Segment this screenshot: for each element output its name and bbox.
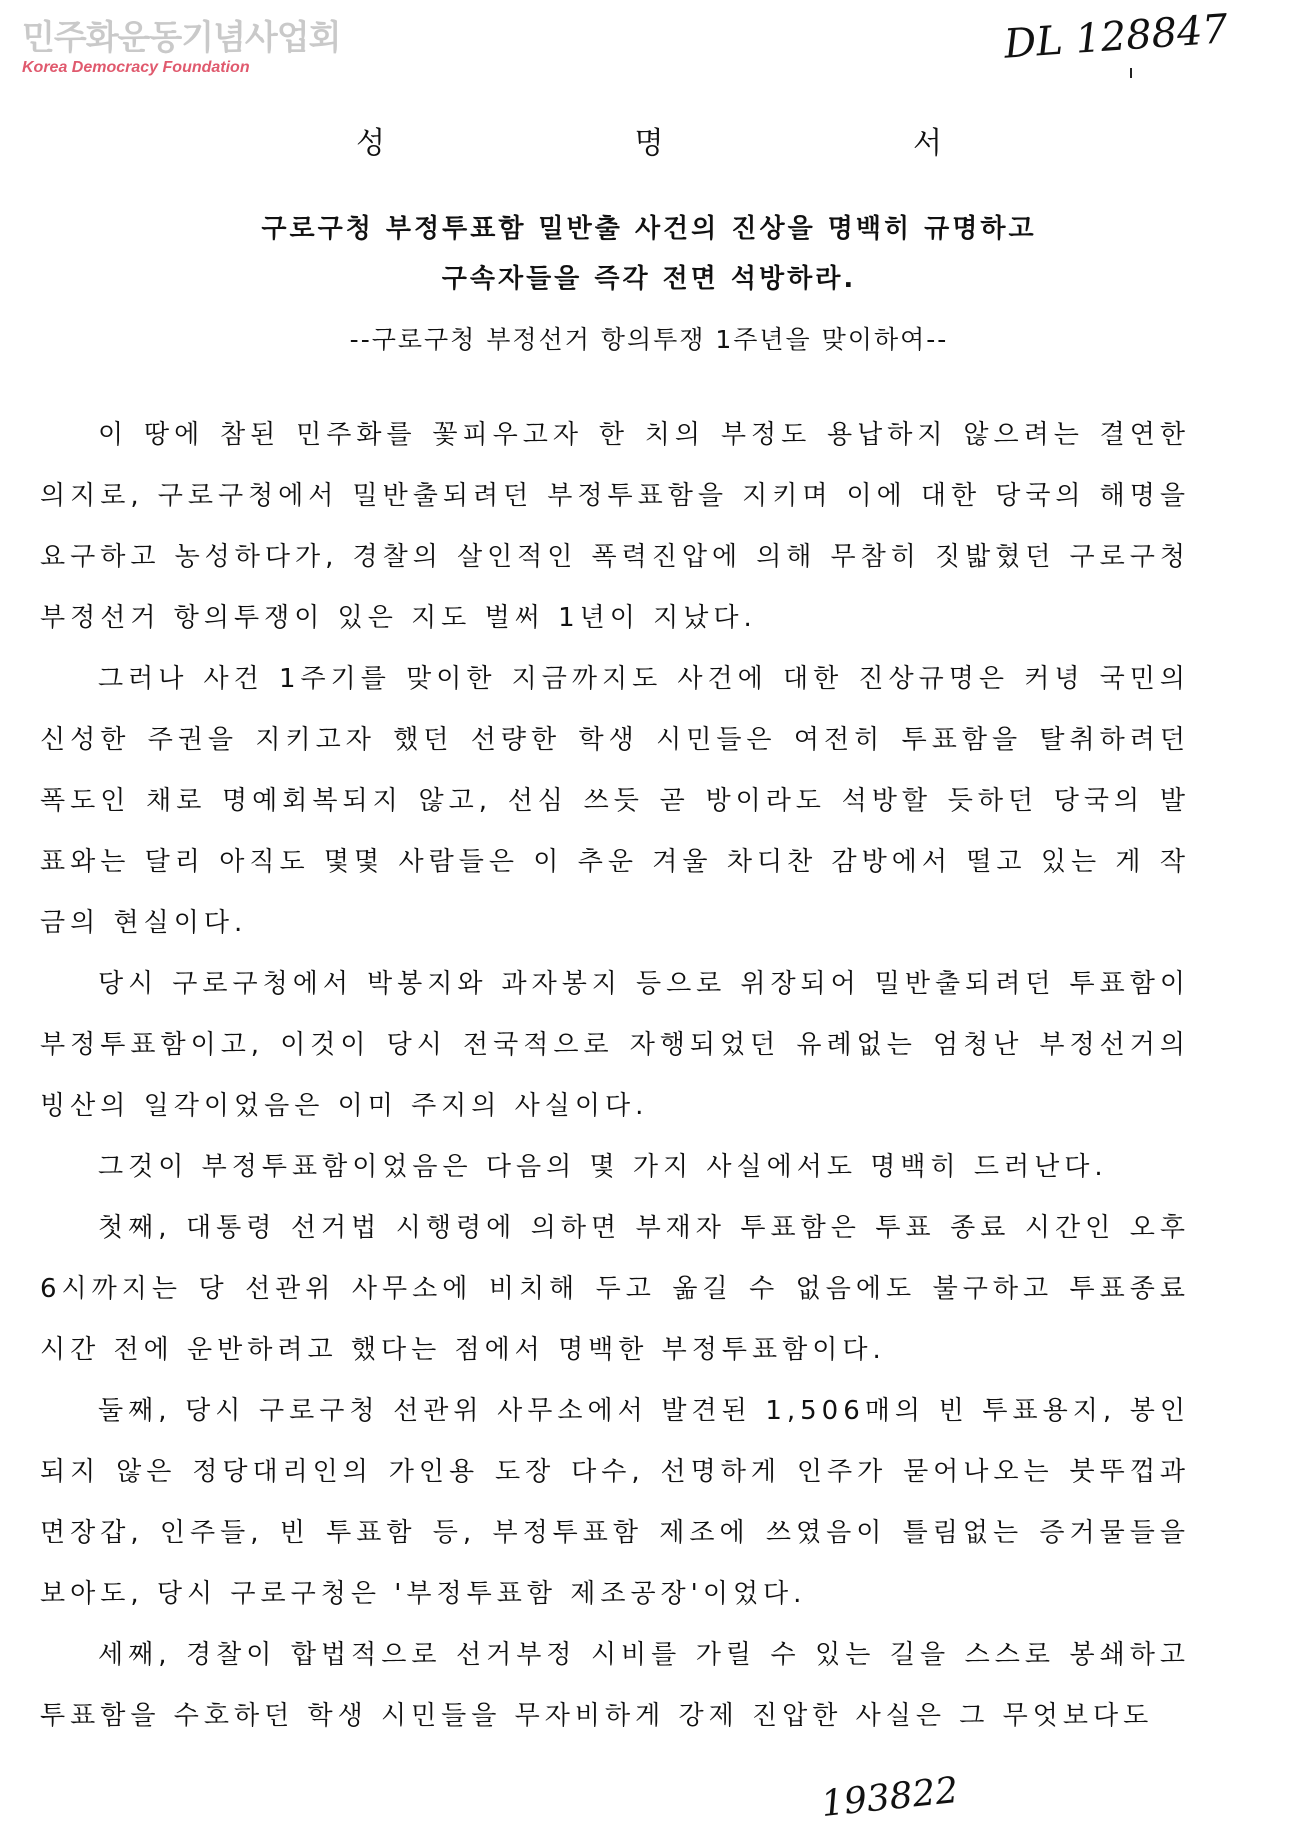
paragraph: 세째, 경찰이 합법적으로 선거부정 시비를 가릴 수 있는 길을 스스로 봉쇄하고 투표함을 수호하던 학생 시민들을 무자비하게 강제 진압한 사실은 그 무엇보다도 [40,1640,1190,1731]
document-title: 성 명 서 [355,126,1062,161]
subtitle-line-2: 구속자들을 즉각 전면 석방하라. [441,264,857,294]
foundation-logo [22,18,340,78]
document-id: DL 128847 [1002,6,1230,68]
page-number: 193822 [818,1769,960,1826]
statement-body [40,405,1190,1747]
paragraph: 당시 구로구청에서 박봉지와 과자봉지 등으로 위장되어 밀반출되려던 투표함이 부정투표함이고, 이것이 당시 전국적으로 자행되었던 유례없는 엄청난 부정선거의 빙산의 일각이었음은 이미 주지의 사실이다. [40,969,1190,1121]
logo-korean-text: 민주화운동기념사업회 [22,18,341,58]
paragraph: 그러나 사건 1주기를 맞이한 지금까지도 사건에 대한 진상규명은 커녕 국민의 신성한 주권을 지키고자 했던 선량한 학생 시민들은 여전히 투표함을 탈취하려던 폭도인 채로 명예회복되지 않고, 선심 쓰듯 곧 방이라도 석방할 듯하던 당국의 발표와는 달리 아직도 몇몇 사람들은 이 추운 겨울 차디찬 감방에서 떨고 있는 게 작금의 현실이다. [40,664,1190,938]
paragraph: 둘째, 당시 구로구청 선관위 사무소에서 발견된 1,506매의 빈 투표용지, 봉인되지 않은 정당대리인의 가인용 도장 다수, 선명하게 인주가 묻어나오는 붓뚜껍과 면장갑, 인주들, 빈 투표함 등, 부정투표함 제조에 쓰였음이 틀림없는 증거물들을 보아도, 당시 구로구청은 '부정투표함 제조공장'이었다. [40,1396,1190,1609]
paragraph: 그것이 부정투표함이었음은 다음의 몇 가지 사실에서도 명백히 드러난다. [98,1152,1108,1182]
subtitle-line-1: 구로구청 부정투표함 밀반출 사건의 진상을 명백히 규명하고 [261,214,1037,244]
paragraph: 첫째, 대통령 선거법 시행령에 의하면 부재자 투표함은 투표 종료 시간인 오후 6시까지는 당 선관위 사무소에 비치해 두고 옮길 수 없음에도 불구하고 투표종료 시간 전에 운반하려고 했다는 점에서 명백한 부정투표함이다. [40,1213,1190,1365]
subtitle-line-3: --구로구청 부정선거 항의투쟁 1주년을 맞이하여-- [349,325,949,354]
paragraph: 이 땅에 참된 민주화를 꽃피우고자 한 치의 부정도 용납하지 않으려는 결연한 의지로, 구로구청에서 밀반출되려던 부정투표함을 지키며 이에 대한 당국의 해명을 요구하고 농성하다가, 경찰의 살인적인 폭력진압에 의해 무참히 짓밟혔던 구로구청 부정선거 항의투쟁이 있은 지도 벌써 1년이 지났다. [40,420,1190,633]
logo-english-text: Korea Democracy Foundation [22,59,250,76]
pen-mark [1130,68,1132,78]
